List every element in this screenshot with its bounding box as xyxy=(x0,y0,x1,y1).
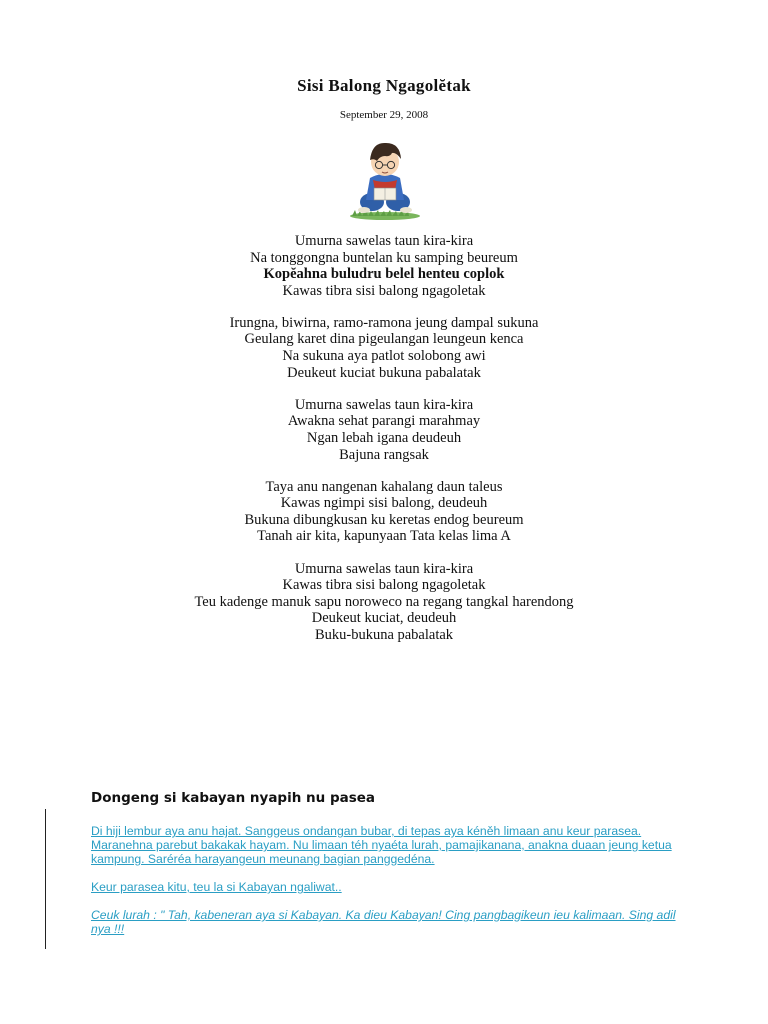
poem-line: Ngan lebah igana deudeuh xyxy=(306,429,462,446)
poem-line: Na sukuna aya patlot solobong awi xyxy=(282,348,486,365)
poem-line: Awakna sehat parangi marahmay xyxy=(287,413,481,430)
poem-line: Irungna, biwirna, ramo-ramona jeung dampal sukuna xyxy=(229,314,539,331)
poem-title: Sisi Balong Ngagolĕtak xyxy=(297,76,471,95)
poem-line: Kawas tibra sisi balong ngagoletak xyxy=(282,282,486,299)
story-paragraph-3[interactable]: Ceuk lurah : " Tah, kabeneran aya si Kabayan. Ka dieu Kabayan! Cing pangbagikeun ieu kalimaan. Sing adil nya !!! xyxy=(91,908,676,936)
story-paragraph-1[interactable]: Di hiji lembur aya anu hajat. Sanggeus ondangan bubar, di tepas aya kéněh limaan anu keur parasea. Maranehna parebut bakakak hayam. Nu limaan téh nyaéta lurah, pamajikanana, anakna duaan jeung ketua kampung. Saréréa harayangeun meunang bagian panggedéna. xyxy=(91,824,672,866)
poem-line: Buku-bukuna pabalatak xyxy=(314,626,454,643)
poem-stanza xyxy=(0,233,768,299)
poem-body xyxy=(0,233,768,659)
poem-line: Bajuna rangsak xyxy=(339,446,429,463)
poem-line: Tanah air kita, kapunyaan Tata kelas lima A xyxy=(257,528,511,545)
poem-line: Umurna sawelas taun kira-kira xyxy=(294,396,474,413)
story-title: Dongeng si kabayan nyapih nu pasea xyxy=(91,790,376,806)
poem-line: Deukeut kuciat, deudeuh xyxy=(311,610,457,627)
poem-line: Kawas ngimpi sisi balong, deudeuh xyxy=(280,495,488,512)
poem-line: Umurna sawelas taun kira-kira xyxy=(294,560,474,577)
poem-stanza xyxy=(0,479,768,545)
boy-reading-book-icon xyxy=(348,134,422,220)
poem-line: Teu kadenge manuk sapu noroweco na regang tangkal harendong xyxy=(194,593,574,610)
poem-line: Geulang karet dina pigeulangan leungeun kenca xyxy=(244,331,524,348)
story-paragraph-2[interactable]: Keur parasea kitu, teu la si Kabayan ngaliwat.. xyxy=(91,880,342,894)
poem-line: Umurna sawelas taun kira-kira xyxy=(294,233,474,249)
poem-line: Taya anu nangenan kahalang daun taleus xyxy=(265,478,503,495)
poem-stanza xyxy=(0,315,768,381)
poem-line: Kawas tibra sisi balong ngagoletak xyxy=(282,577,486,594)
poem-date: September 29, 2008 xyxy=(339,109,429,121)
poem-stanza xyxy=(0,397,768,463)
poem-line: Kopĕahna buludru belel henteu coplok xyxy=(263,266,505,283)
margin-divider xyxy=(45,809,46,949)
poem-line: Bukuna dibungkusan ku keretas endog beureum xyxy=(244,511,524,528)
poem-line: Deukeut kuciat bukuna pabalatak xyxy=(287,364,481,381)
poem-line: Na tonggongna buntelan ku samping beureum xyxy=(250,249,518,266)
poem-stanza xyxy=(0,561,768,644)
